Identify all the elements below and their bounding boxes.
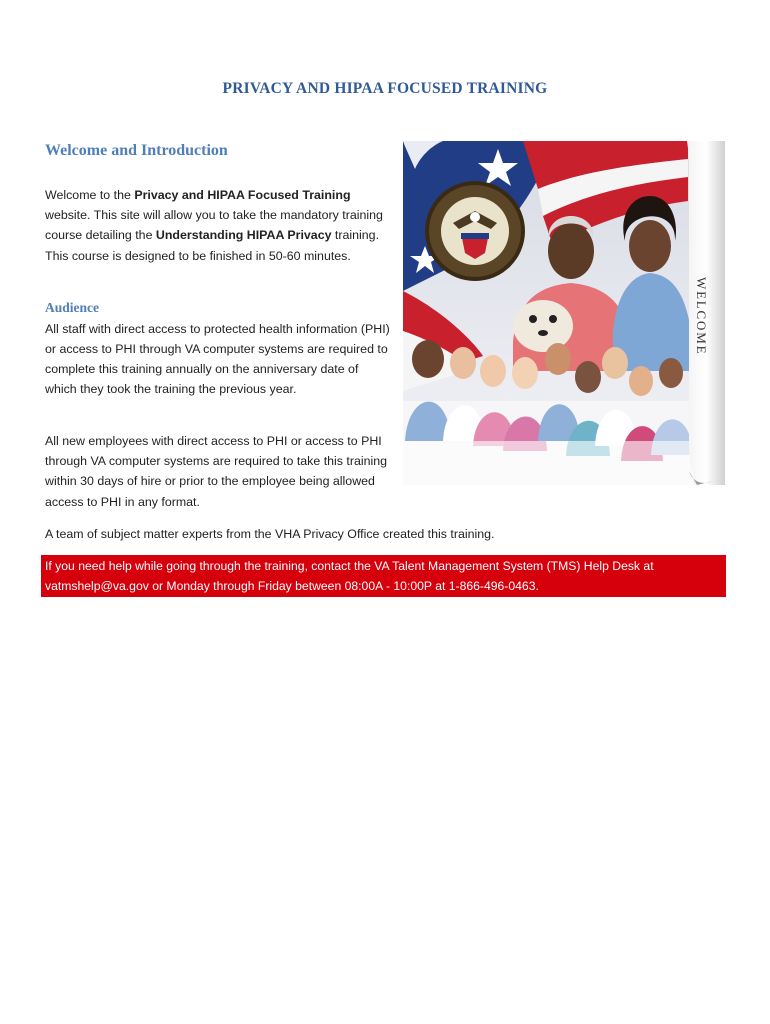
va-seal-icon bbox=[425, 181, 525, 281]
welcome-image bbox=[403, 141, 725, 485]
intro-text-2: website. This site will allow you to take the mandatory training course detailing the bbox=[45, 208, 383, 243]
intro-bold-course-name: Privacy and HIPAA Focused Training bbox=[134, 188, 351, 202]
intro-text-3: training. This course is designed to be finished in 50-60 minutes. bbox=[45, 228, 380, 263]
audience-heading: Audience bbox=[45, 300, 99, 315]
intro-paragraph bbox=[45, 185, 390, 266]
intro-bold-training-name: Understanding HIPAA Privacy bbox=[155, 228, 332, 243]
welcome-banner-label: WELCOME bbox=[694, 277, 709, 356]
page-title: PRIVACY AND HIPAA FOCUSED TRAINING bbox=[222, 80, 548, 97]
intro-text-1: Welcome to the bbox=[45, 188, 135, 202]
section-heading-welcome: Welcome and Introduction bbox=[45, 142, 228, 159]
new-employees-paragraph: All new employees with direct access to PHI or access to PHI through VA computer systems are required to take this training within 30 days of hire or prior to the employee being allowed access to PHI in any format. bbox=[45, 434, 388, 509]
audience-paragraph: All staff with direct access to protected health information (PHI) or access to PHI through VA computer systems are required to complete this training annually on the anniversary date of which they took the training the previous year. bbox=[45, 322, 390, 396]
team-paragraph: A team of subject matter experts from the VHA Privacy Office created this training. bbox=[45, 527, 495, 541]
help-desk-banner: If you need help while going through the training, contact the VA Talent Management System (TMS) Help Desk at vatmshelp@va.gov or Monday through Friday between 08:00A - 10:00P at 1-866-496-0463. bbox=[41, 555, 726, 597]
